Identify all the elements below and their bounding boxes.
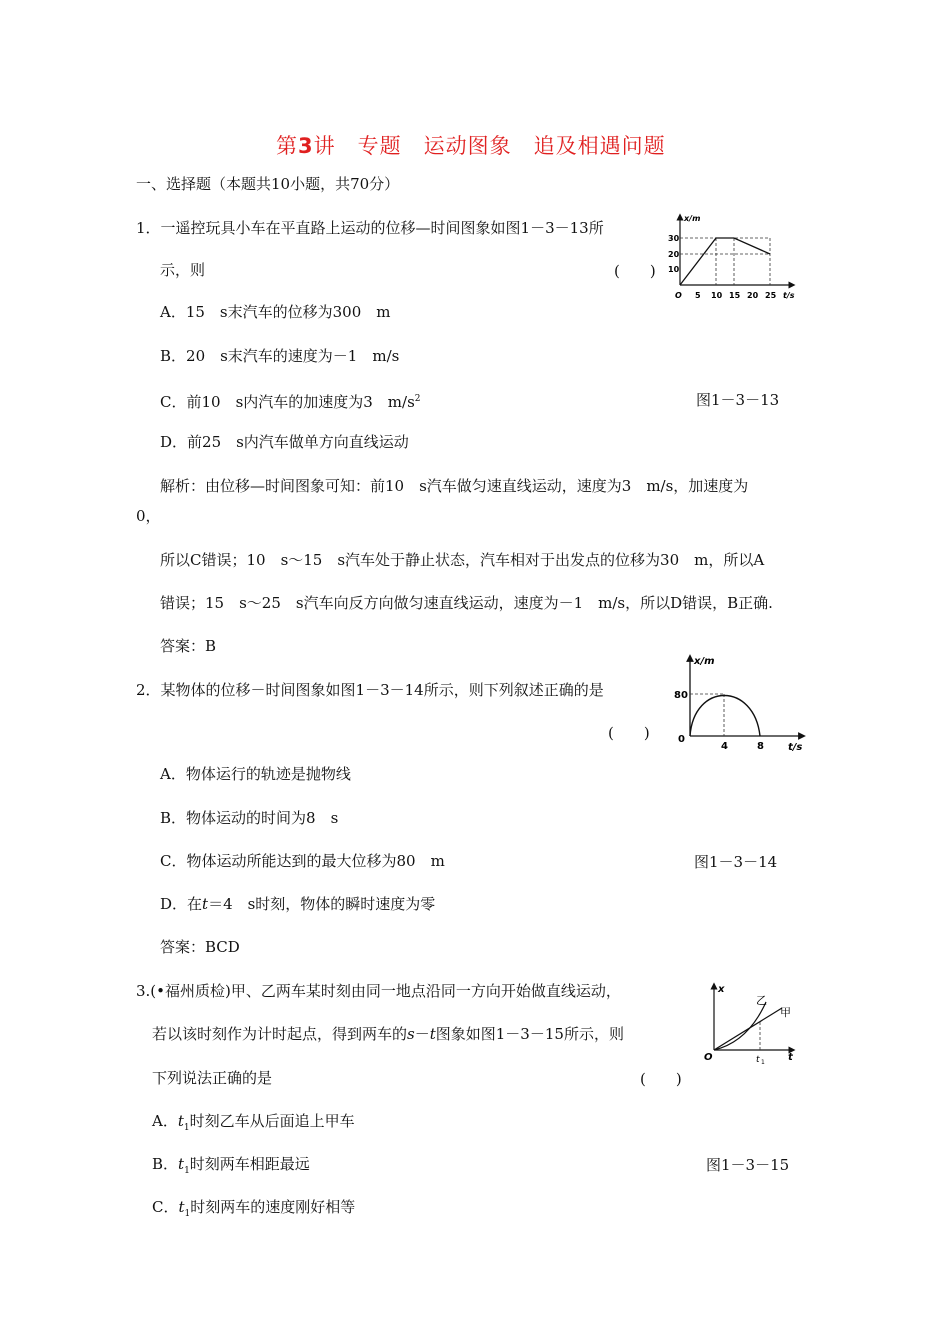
q1-xtick: 5 xyxy=(695,291,701,300)
q3-option-b-pre: B． xyxy=(152,1155,179,1173)
q2-answer: 答案：BCD xyxy=(160,938,240,956)
q2-option-d xyxy=(160,894,435,914)
q1-xlabel: t/s xyxy=(783,291,795,300)
q1-answer: 答案：B xyxy=(160,637,217,655)
q3-option-c xyxy=(152,1197,355,1224)
q3-option-c-sub: 1 xyxy=(184,1209,191,1219)
q1-xtick: 10 xyxy=(711,291,723,300)
q1-ytick: 20 xyxy=(668,250,680,259)
q2-xlabel: t/s xyxy=(788,742,803,752)
q2-option-a: A．物体运行的轨迹是抛物线 xyxy=(160,765,351,783)
q3-option-c-pre: C． xyxy=(152,1198,179,1216)
q3-option-a-post: 时刻乙车从后面追上甲车 xyxy=(189,1112,355,1130)
q3-label-yi: 乙 xyxy=(756,994,767,1007)
q3-curve-yi xyxy=(714,1002,766,1050)
q2-option-b: B．物体运动的时间为8 s xyxy=(160,809,339,827)
q3-option-c-post: 时刻两车的速度刚好相等 xyxy=(190,1198,356,1216)
q1-explanation-3: 错误；15 s～25 s汽车向反方向做匀速直线运动，速度为－1 m/s，所以D错误，B正确. xyxy=(160,594,773,612)
q1-xtick: 15 xyxy=(729,291,741,300)
q3-label-jia: 甲 xyxy=(780,1006,791,1019)
q1-data-line xyxy=(680,238,770,285)
q2-option-d-post: ＝4 s时刻，物体的瞬时速度为零 xyxy=(208,895,436,913)
q2-option-d-t: t xyxy=(202,895,209,913)
q1-origin: O xyxy=(675,291,682,300)
q3-t1-subscript: 1 xyxy=(761,1059,765,1066)
q3-stem-line1: 3.(•福州质检)甲、乙两车某时刻由同一地点沿同一方向开始做直线运动， xyxy=(136,982,621,1000)
q3-option-a-t: t xyxy=(177,1112,184,1130)
q1-ytick: 30 xyxy=(668,234,680,243)
q3-stem-line3: 下列说法正确的是 xyxy=(152,1069,273,1087)
q3-stem-line2 xyxy=(152,1024,624,1044)
q3-option-b-sub: 1 xyxy=(184,1166,190,1176)
q3-option-b xyxy=(152,1154,310,1181)
q1-option-b: B．20 s末汽车的速度为－1 m/s xyxy=(160,347,400,365)
q3-stem-line2-pre: 若以该时刻作为计时起点，得到两车的 xyxy=(152,1025,408,1043)
q2-figure-caption: 图1－3－14 xyxy=(694,853,778,871)
q3-origin: O xyxy=(704,1052,713,1063)
q3-stem-t: t xyxy=(429,1025,436,1043)
title-prefix: 第 xyxy=(276,134,298,158)
q3-stem-line2-post: 图象如图1－3－15所示，则 xyxy=(435,1025,624,1043)
q1-explanation-1: 解析：由位移—时间图象可知：前10 s汽车做匀速直线运动，速度为3 m/s，加速度为 xyxy=(160,477,749,495)
q1-xtick: 25 xyxy=(765,291,777,300)
q1-option-a: A．15 s末汽车的位移为300 m xyxy=(160,303,391,321)
q1-stem-line1: 1．一遥控玩具小车在平直路上运动的位移—时间图象如图1－3－13所 xyxy=(136,219,604,237)
q3-option-a xyxy=(152,1111,355,1138)
title-rest: 讲 专题 运动图象 追及相遇问题 xyxy=(313,134,666,158)
q1-xtick: 20 xyxy=(747,291,759,300)
q2-ytick: 80 xyxy=(674,690,688,701)
q3-option-b-t: t xyxy=(178,1155,185,1173)
q1-figure-chart xyxy=(668,212,798,302)
title-number: 3 xyxy=(298,134,314,158)
q2-answer-blank: ( ) xyxy=(608,724,650,742)
q3-ylabel: x xyxy=(718,984,725,995)
q3-answer-blank: ( ) xyxy=(640,1070,682,1088)
q1-ylabel: x/m xyxy=(684,214,701,223)
q3-xlabel: t xyxy=(788,1052,793,1063)
q3-option-c-t: t xyxy=(178,1198,185,1216)
q3-figure-caption: 图1－3－15 xyxy=(706,1156,790,1174)
q3-option-a-sub: 1 xyxy=(183,1123,190,1133)
q1-explanation-1b: 0， xyxy=(136,507,161,525)
q2-xtick: 4 xyxy=(721,741,728,752)
q2-option-c: C．物体运动所能达到的最大位移为80 m xyxy=(160,852,445,870)
q3-option-a-pre: A． xyxy=(152,1112,178,1130)
q3-stem-dash: － xyxy=(414,1025,430,1043)
q3-t1-label: t xyxy=(756,1055,760,1065)
q1-option-c-sup: 2 xyxy=(414,394,421,404)
q2-origin: 0 xyxy=(678,734,685,745)
section-heading: 一、选择题（本题共10小题，共70分） xyxy=(136,175,400,193)
q2-figure-chart xyxy=(672,652,812,752)
q1-ytick: 10 xyxy=(668,265,680,274)
q2-option-d-pre: D．在 xyxy=(160,895,203,913)
q3-line-jia xyxy=(714,1008,782,1050)
q1-stem-line2: 示，则 xyxy=(160,261,206,279)
q1-figure-caption: 图1－3－13 xyxy=(696,391,780,409)
q3-figure-chart xyxy=(700,980,810,1070)
q2-ylabel: x/m xyxy=(694,656,715,667)
q3-option-b-post: 时刻两车相距最远 xyxy=(189,1155,310,1173)
q1-answer-blank: ( ) xyxy=(614,262,656,280)
q1-option-c-text: C．前10 s内汽车的加速度为3 m/s xyxy=(160,393,415,411)
q1-option-d: D．前25 s内汽车做单方向直线运动 xyxy=(160,433,409,451)
q2-stem: 2．某物体的位移－时间图象如图1－3－14所示，则下列叙述正确的是 xyxy=(136,681,604,699)
q3-stem-s: s xyxy=(407,1025,415,1043)
q1-option-c xyxy=(160,389,421,412)
q1-explanation-2: 所以C错误；10 s～15 s汽车处于静止状态，汽车相对于出发点的位移为30 m，所以A xyxy=(160,551,765,569)
page-title xyxy=(276,136,666,156)
q2-xtick: 8 xyxy=(757,741,764,752)
q2-data-curve xyxy=(690,696,760,737)
